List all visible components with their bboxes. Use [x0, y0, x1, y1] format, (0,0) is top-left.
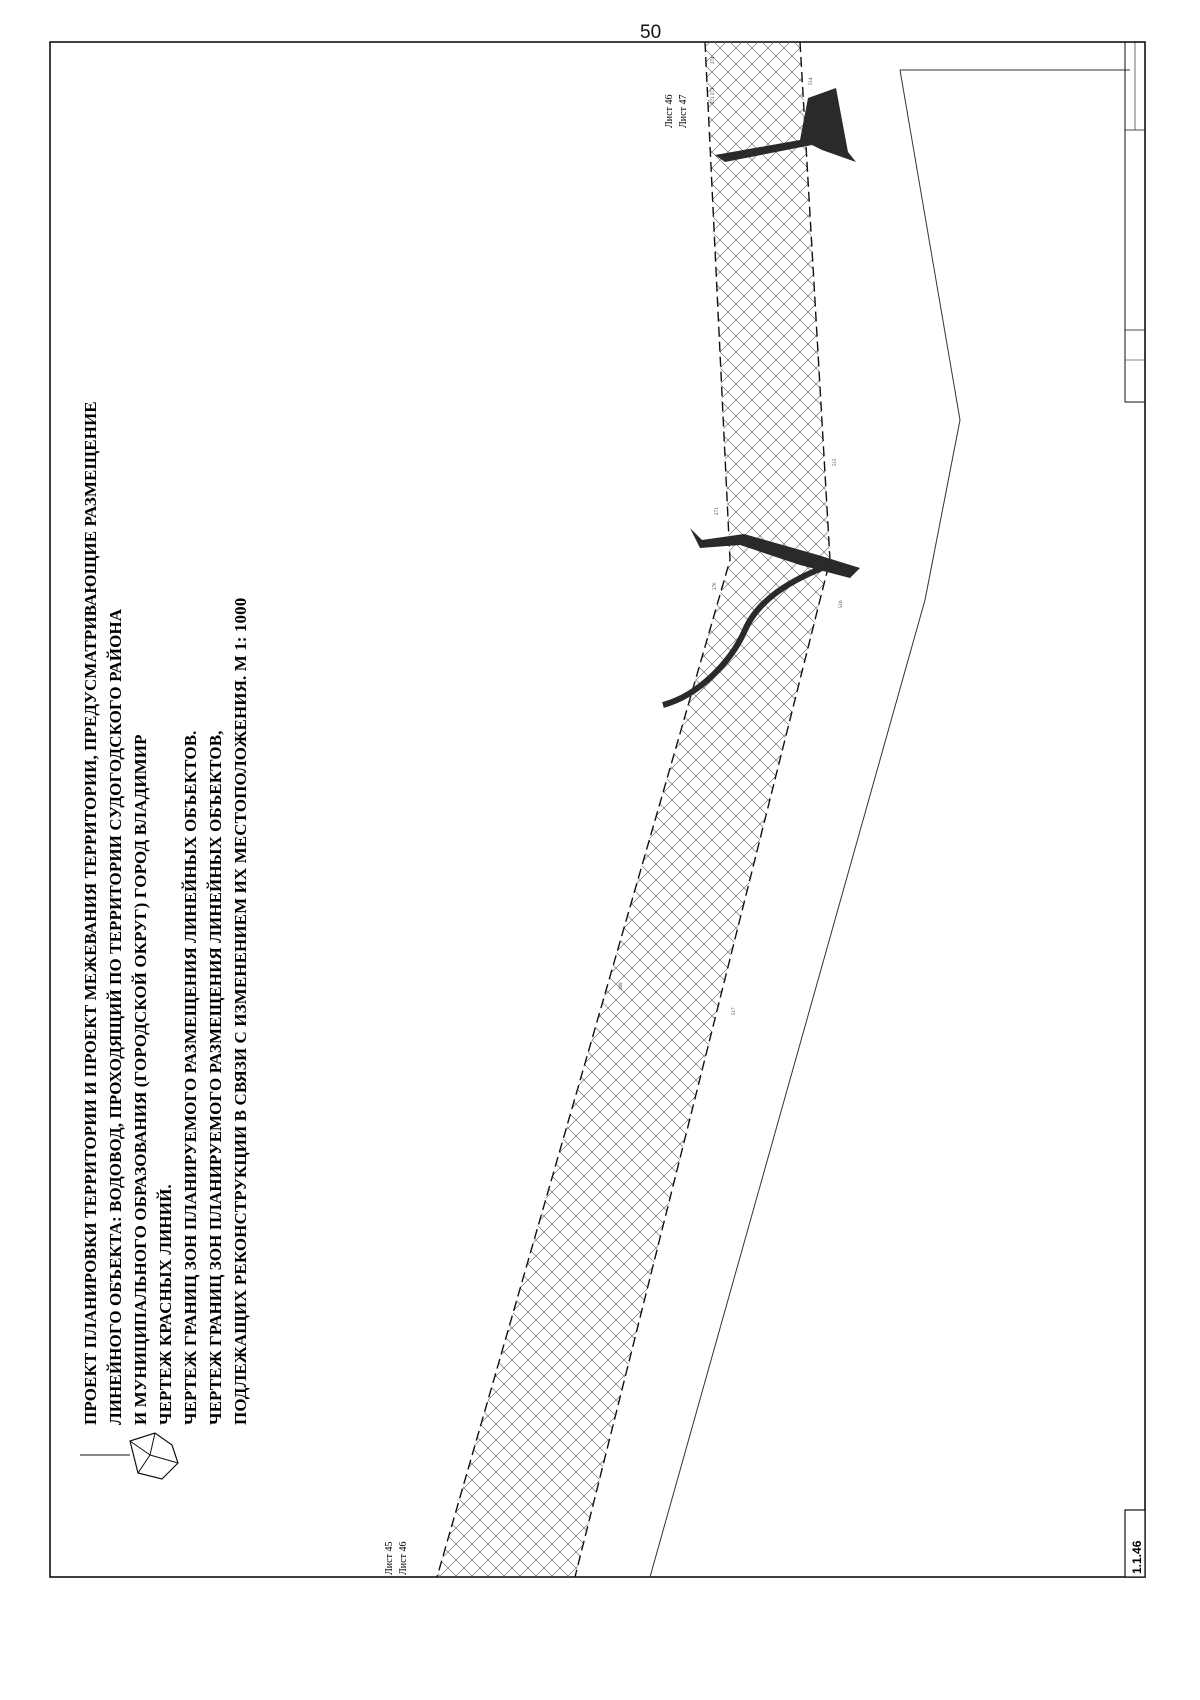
point-label-271: 271	[715, 507, 720, 515]
point-label-270: 270	[713, 582, 718, 590]
title-line-6: ЧЕРТЕЖ ГРАНИЦ ЗОН ПЛАНИРУЕМОГО РАЗМЕЩЕНИЯ ЛИНЕЙНЫХ ОБЪЕКТОВ,	[206, 730, 225, 1425]
sheet-ref-left-prev: Лист 45	[384, 1541, 395, 1575]
title-line-3: И МУНИЦИПАЛЬНОГО ОБРАЗОВАНИЯ (ГОРОДСКОЙ ОКРУГ) ГОРОД ВЛАДИМИР	[131, 734, 150, 1425]
sheet-ref-left-cur: Лист 46	[398, 1541, 409, 1575]
point-label-515: 515	[833, 458, 838, 466]
point-label-517: 517	[732, 1007, 737, 1015]
point-label-274: 274	[711, 56, 716, 64]
point-label-514: 514	[809, 77, 814, 85]
corridor-zone	[437, 42, 830, 1577]
title-line-5: ЧЕРТЕЖ ГРАНИЦ ЗОН ПЛАНИРУЕМОГО РАЗМЕЩЕНИЯ ЛИНЕЙНЫХ ОБЪЕКТОВ.	[181, 730, 200, 1425]
sheet-ref-right-next: Лист 47	[678, 94, 689, 128]
north-arrow	[80, 1433, 178, 1479]
sheet-ref-right-cur: Лист 46	[664, 94, 675, 128]
title-line-7: ПОДЛЕЖАЩИХ РЕКОНСТРУКЦИИ В СВЯЗИ С ИЗМЕНЕНИЕМ ИХ МЕСТОПОЛОЖЕНИЯ. М 1: 1000	[231, 597, 250, 1425]
title-block	[1125, 42, 1145, 402]
title-line-1: ПРОЕКТ ПЛАНИРОВКИ ТЕРРИТОРИИ И ПРОЕКТ МЕЖЕВАНИЯ ТЕРРИТОРИИ, ПРЕДУСМАТРИВАЮЩИЕ РАЗМЕЩЕНИЕ	[81, 401, 100, 1425]
page-number: 50	[640, 22, 662, 43]
point-label-516: 516	[839, 600, 844, 608]
title-line-4: ЧЕРТЕЖ КРАСНЫХ ЛИНИЙ.	[156, 1184, 175, 1425]
title-line-2: ЛИНЕЙНОГО ОБЪЕКТА: ВОДОВОД, ПРОХОДЯЩИЙ ПО ТЕРРИТОРИИ СУДОГОДСКОГО РАЙОНА	[106, 608, 125, 1425]
point-label-269: 269	[619, 982, 624, 990]
point-label-272-273: 272 273	[711, 87, 716, 104]
sheet-code: 1.1.46	[1130, 1540, 1144, 1574]
